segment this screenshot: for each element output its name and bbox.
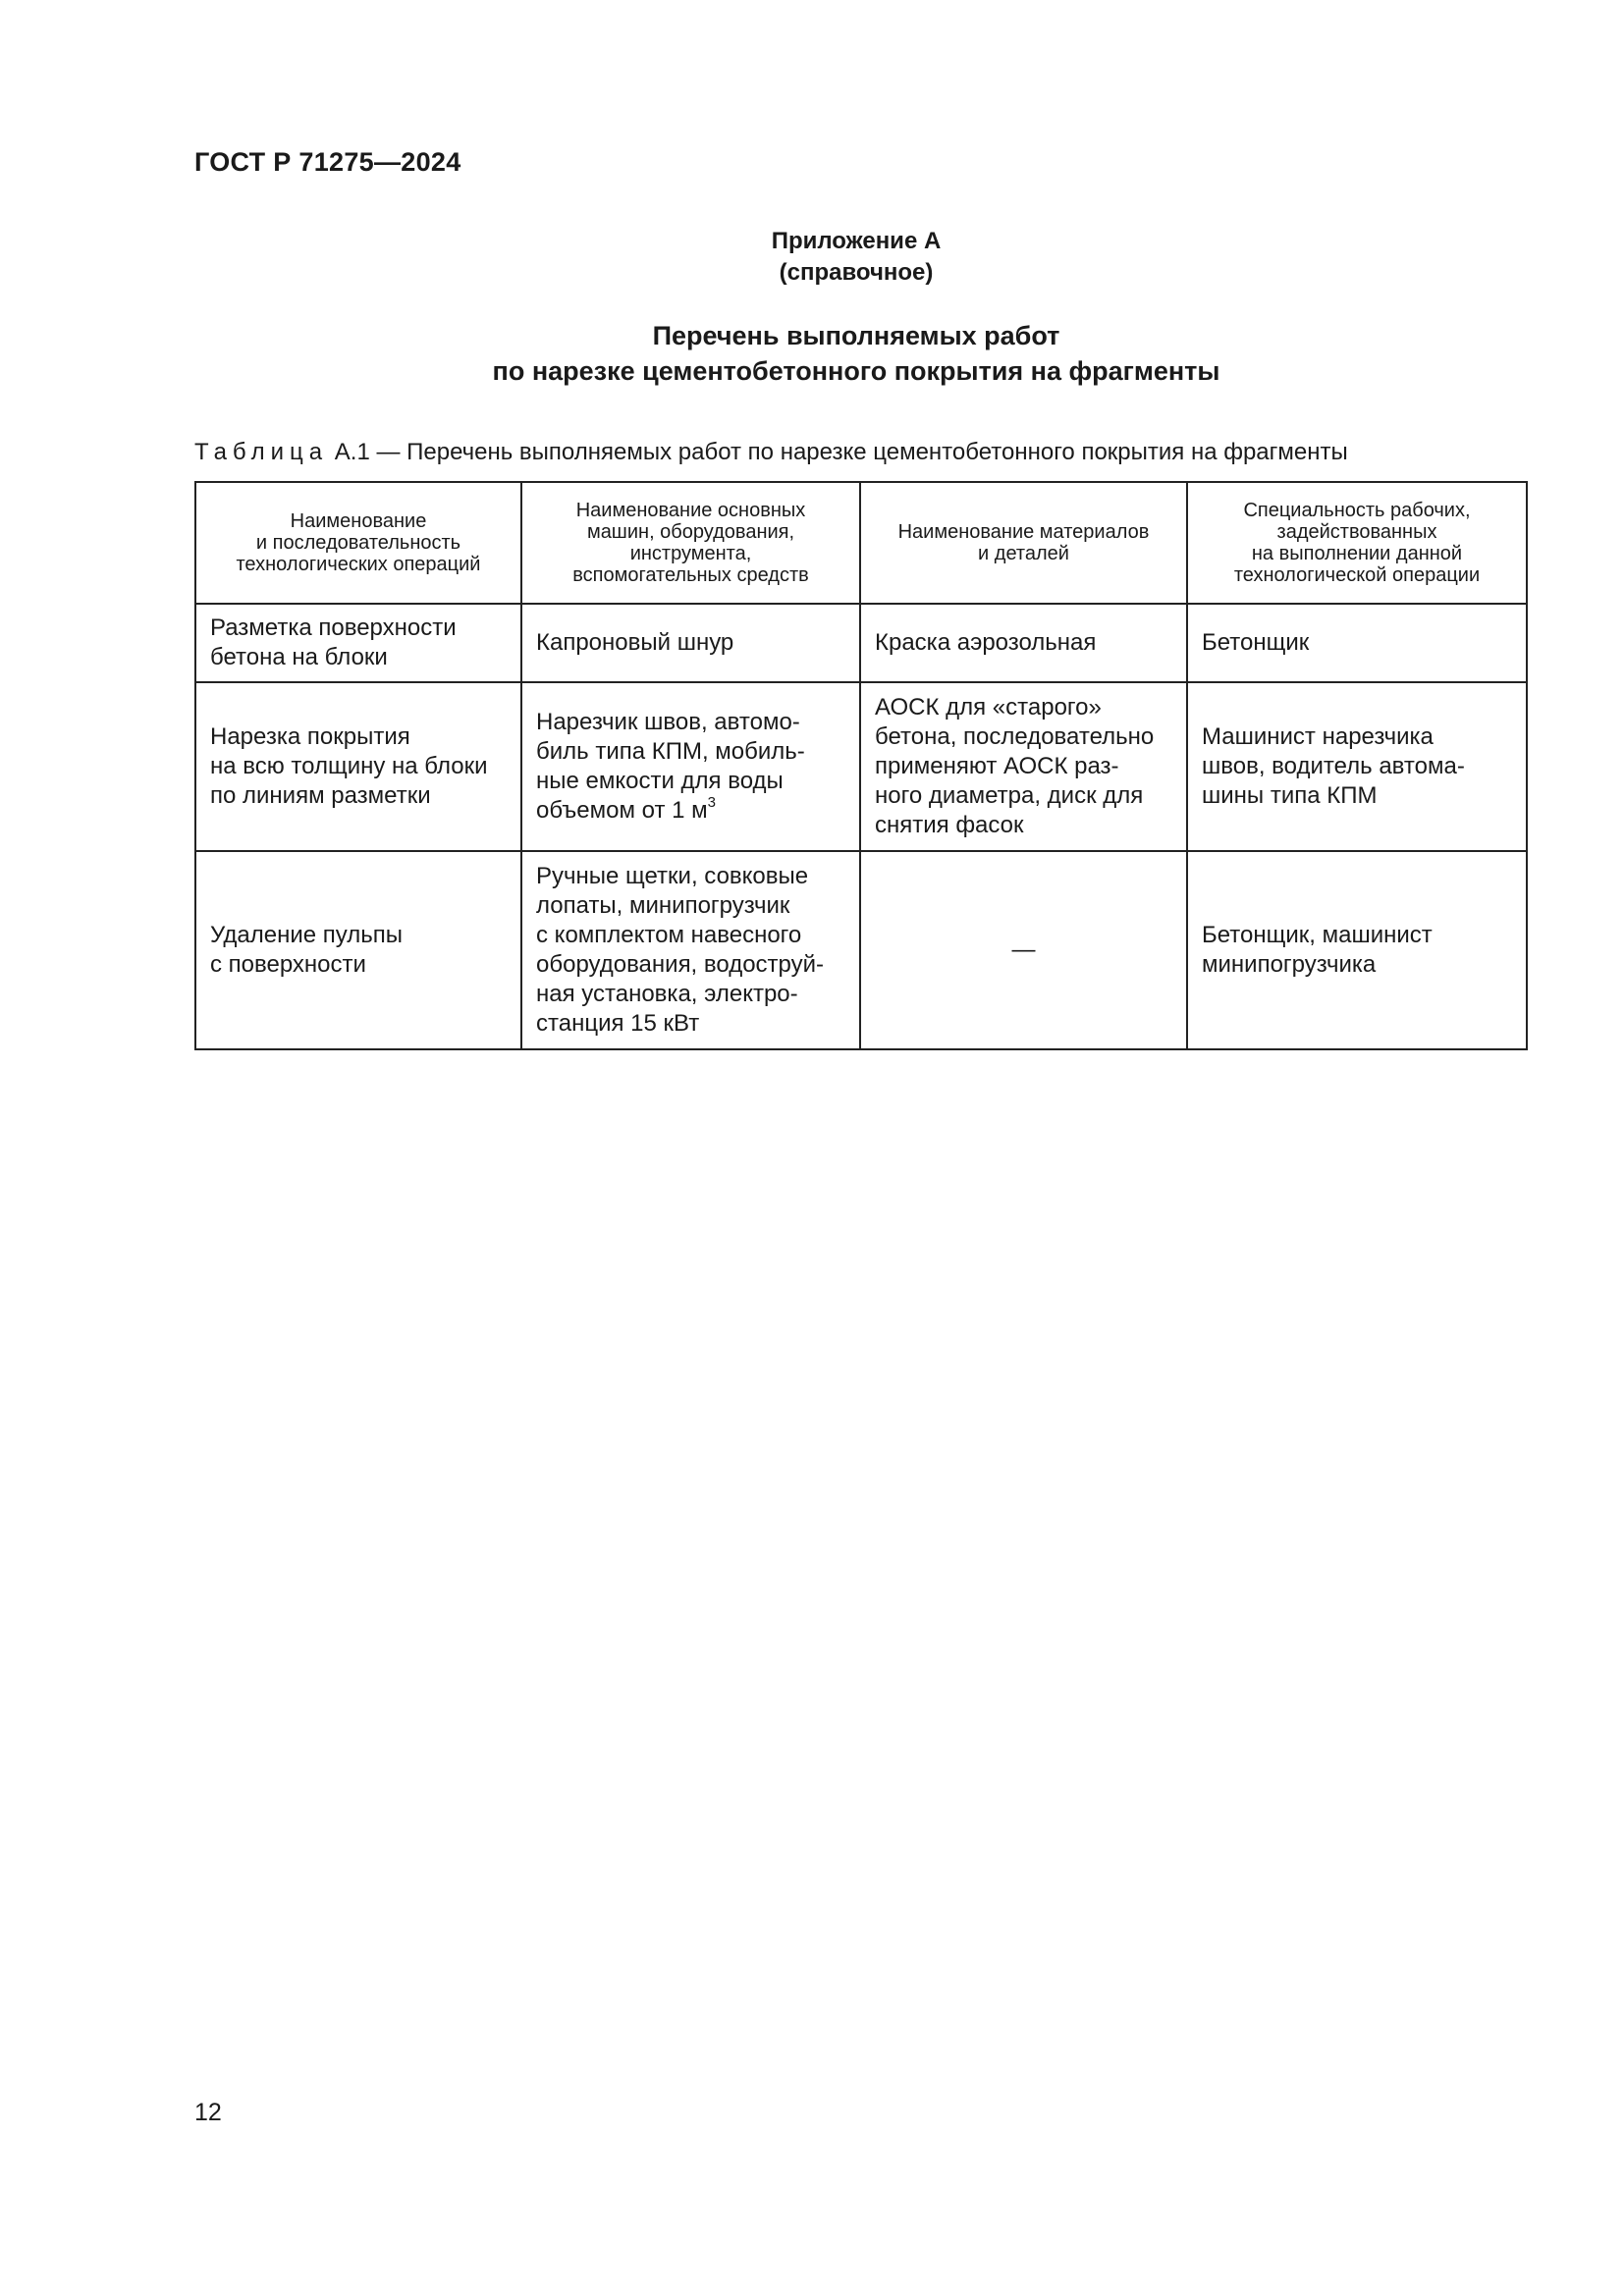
table-caption-text: — Перечень выполняемых работ по нарезке цементобетонного покрытия на фрагменты bbox=[369, 439, 1348, 465]
document-code: ГОСТ Р 71275—2024 bbox=[194, 147, 461, 177]
cell-materials: — bbox=[860, 851, 1187, 1049]
header-materials: Наименование материалов и деталей bbox=[860, 482, 1187, 604]
cell-workers: Машинист нарезчика швов, водитель автома- шины типа КПМ bbox=[1187, 682, 1527, 851]
table-row bbox=[195, 682, 1527, 851]
appendix-type: (справочное) bbox=[779, 259, 934, 286]
cell-operation: Нарезка покрытия на всю толщину на блоки по линиям разметки bbox=[195, 682, 521, 851]
header-workers: Специальность рабочих, задействованных на выполнении данной технологической операции bbox=[1187, 482, 1527, 604]
section-heading-line-2: по нарезке цементобетонного покрытия на фрагменты bbox=[492, 356, 1220, 386]
page-number: 12 bbox=[194, 2099, 222, 2126]
cell-equipment: Нарезчик швов, автомо- биль типа КПМ, мобиль- ные емкости для воды объемом от 1 $м^3$ bbox=[521, 682, 860, 851]
appendix-title: Приложение А bbox=[771, 228, 942, 254]
cell-materials: АОСК для «старого» бетона, последовательно применяют АОСК раз- ного диаметра, диск для снятия фасок bbox=[860, 682, 1187, 851]
table-header-row bbox=[195, 482, 1527, 604]
cell-workers: Бетонщик bbox=[1187, 604, 1527, 682]
cell-equipment: Капроновый шнур bbox=[521, 604, 860, 682]
works-table bbox=[194, 481, 1528, 1050]
cell-materials: Краска аэрозольная bbox=[860, 604, 1187, 682]
cell-workers: Бетонщик, машинист минипогрузчика bbox=[1187, 851, 1527, 1049]
header-operations: Наименование и последовательность технологических операций bbox=[195, 482, 521, 604]
table-row bbox=[195, 604, 1527, 682]
table-row bbox=[195, 851, 1527, 1049]
cell-operation: Разметка поверхности бетона на блоки bbox=[195, 604, 521, 682]
table-caption-label: Таблица bbox=[194, 439, 329, 465]
cell-operation: Удаление пульпы с поверхности bbox=[195, 851, 521, 1049]
cell-equipment: Ручные щетки, совковые лопаты, минипогрузчик с комплектом навесного оборудования, водоструй- ная установка, электро- станция 15 кВт bbox=[521, 851, 860, 1049]
section-heading-line-1: Перечень выполняемых работ bbox=[652, 321, 1060, 350]
table-caption bbox=[194, 438, 1348, 467]
superscript-cube: 3 bbox=[707, 794, 716, 811]
header-equipment: Наименование основных машин, оборудования, инструмента, вспомогательных средств bbox=[521, 482, 860, 604]
table-caption-number: А.1 bbox=[334, 439, 370, 465]
